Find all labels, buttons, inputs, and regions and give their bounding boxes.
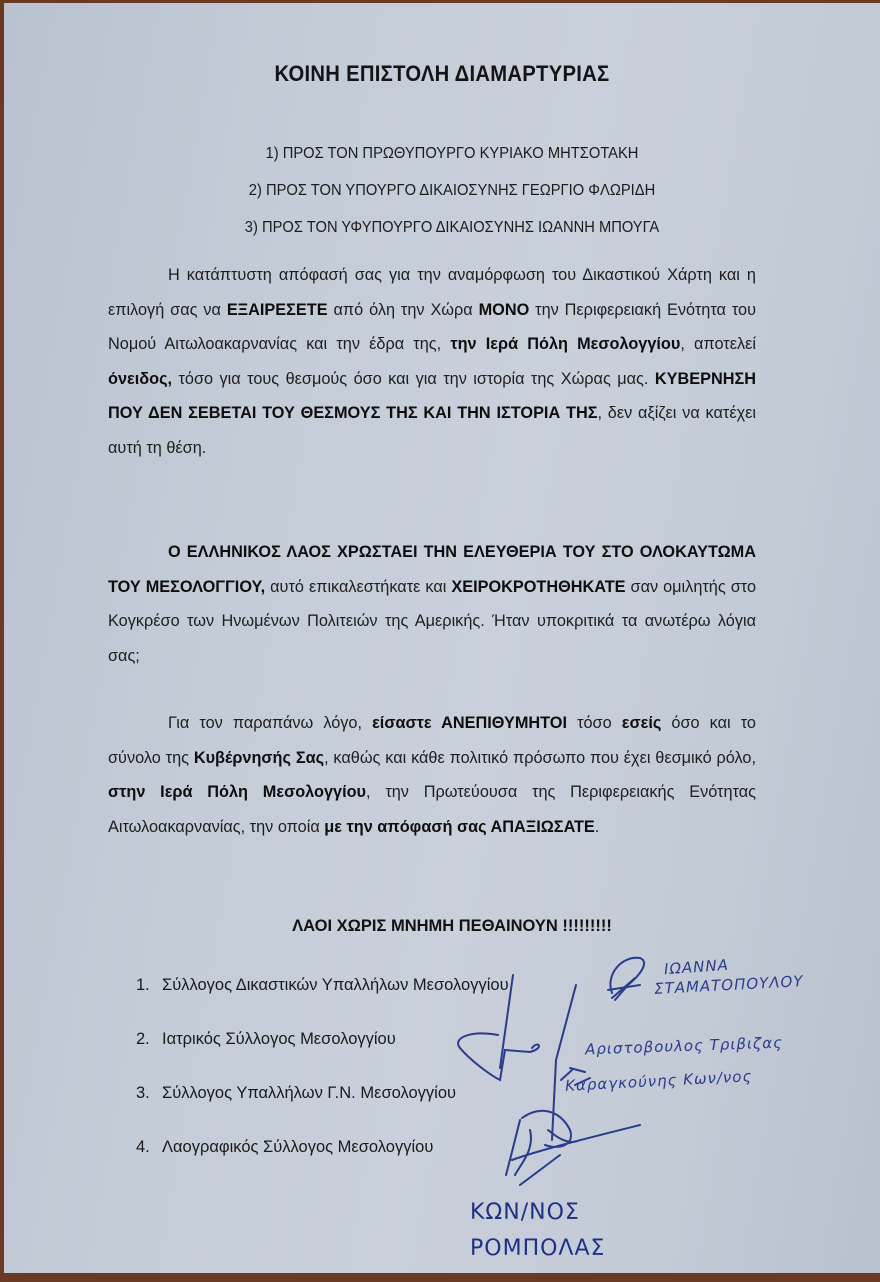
paragraph-1	[108, 258, 756, 465]
text-run: τόσο	[566, 714, 622, 732]
signatories-list	[136, 968, 509, 1184]
handwritten-name-1b: ΣΤΑΜΑΤΟΠΟΥΛΟΥ	[653, 972, 804, 998]
text-run: Για τον παραπάνω λόγο,	[168, 714, 373, 732]
signatory-name: Ιατρικός Σύλλογος Μεσολογγίου	[162, 1030, 396, 1048]
text-run: , καθώς και κάθε πολιτικό πρόσωπο που έχει θεσμικό ρόλο,	[324, 748, 756, 767]
signatory-name: Σύλλογος Δικαστικών Υπαλλήλων Μεσολογγίου	[162, 976, 509, 994]
signatory-1	[136, 968, 509, 1022]
signatory-name: Λαογραφικός Σύλλογος Μεσολογγίου	[162, 1138, 434, 1156]
bold-run: ΜΟΝΟ	[478, 300, 530, 319]
document-title: ΚΟΙΝΗ ΕΠΙΣΤΟΛΗ ΔΙΑΜΑΡΤΥΡΙΑΣ	[274, 61, 610, 86]
bold-run: με την απόφασή σας ΑΠΑΞΙΩΣΑΤΕ	[324, 817, 595, 836]
text-run: την Περιφερειακή Ενότητα του Νομού Αιτωλοακαρνανίας και την έδρα της,	[108, 300, 756, 353]
bold-run: την Ιερά Πόλη Μεσολογγίου	[450, 335, 681, 353]
text-run: , αποτελεί	[680, 335, 756, 353]
list-number: 4.	[136, 1138, 150, 1156]
recipient-3: 3) ΠΡΟΣ ΤΟΝ ΥΦΥΠΟΥΡΓΟ ΔΙΚΑΙΟΣΥΝΗΣ ΙΩΑΝΝΗ ΜΠΟΥΓΑ	[244, 219, 660, 236]
bold-run: ΚΥΒΕΡΝΗΣΗ ΠΟΥ ΔΕΝ ΣΕΒΕΤΑΙ ΤΟΥ ΘΕΣΜΟΥΣ ΤΗΣ ΚΑΙ ΤΗΝ ΙΣΤΟΡΙΑ ΤΗΣ	[108, 369, 756, 422]
text-run: σαν ομιλητής στο Κογκρέσο των Ηνωμένων Πολιτειών της Αμερικής. Ήταν υποκριτικά τα ανωτέρω λόγια σας;	[108, 577, 757, 665]
bold-run: όνειδος,	[108, 369, 173, 388]
list-number: 1.	[136, 976, 150, 994]
text-run: αυτό επικαλεστήκατε και	[265, 577, 452, 596]
handwritten-name-4a: ΚΩΝ/ΝΟΣ	[470, 1200, 580, 1225]
paragraph-2	[108, 535, 756, 673]
bold-run: είσαστε ΑΝΕΠΙΘΥΜΗΤΟΙ	[372, 714, 567, 732]
text-run: από όλη την Χώρα	[327, 300, 479, 319]
text-run: , την Πρωτεύουσα της Περιφερειακής Ενότητας Αιτωλοακαρνανίας, την οποία	[108, 783, 756, 836]
bold-run: Ο ΕΛΛΗΝΙΚΟΣ ΛΑΟΣ ΧΡΩΣΤΑΕΙ ΤΗΝ ΕΛΕΥΘΕΡΙΑ ΤΟΥ ΣΤΟ ΟΛΟΚΑΥΤΩΜΑ ΤΟΥ ΜΕΣΟΛΟΓΓΙΟΥ,	[108, 543, 756, 596]
list-number: 2.	[136, 1030, 150, 1048]
handwritten-name-3: Καραγκούνης Κων/νος	[564, 1067, 753, 1095]
signatory-4	[136, 1130, 509, 1184]
list-number: 3.	[136, 1084, 150, 1102]
handwritten-name-1a: ΙΩΑΝΝΑ	[663, 955, 730, 979]
slogan: ΛΑΟΙ ΧΩΡΙΣ ΜΝΗΜΗ ΠΕΘΑΙΝΟΥΝ !!!!!!!!!	[292, 917, 612, 935]
handwritten-name-4b: ΡΟΜΠΟΛΑΣ	[470, 1236, 606, 1261]
bold-run: ΧΕΙΡΟΚΡΟΤΗΘΗΚΑΤΕ	[451, 577, 626, 596]
paragraph-3	[108, 706, 756, 844]
recipient-2: 2) ΠΡΟΣ ΤΟΝ ΥΠΟΥΡΓΟ ΔΙΚΑΙΟΣΥΝΗΣ ΓΕΩΡΓΙΟ ΦΛΩΡΙΔΗ	[248, 182, 656, 199]
handwritten-name-2: Αριστοβουλος Τριβιζας	[584, 1033, 784, 1059]
text-run: , δεν αξίζει να κατέχει αυτή τη θέση.	[108, 404, 756, 457]
text-run: τόσο για τους θεσμούς όσο και για την ιστορία της Χώρας μας.	[172, 369, 655, 388]
text-run: .	[594, 817, 600, 836]
signatory-2	[136, 1022, 509, 1076]
recipient-1: 1) ΠΡΟΣ ΤΟΝ ΠΡΩΘΥΠΟΥΡΓΟ ΚΥΡΙΑΚΟ ΜΗΤΣΟΤΑΚΗ	[265, 145, 639, 162]
bold-run: ΕΞΑΙΡΕΣΕΤΕ	[226, 300, 328, 319]
bold-run: Κυβέρνησής Σας	[193, 748, 325, 767]
bold-run: εσείς	[621, 714, 662, 732]
text-run: Η κατάπτυστη απόφασή σας για την αναμόρφωση του Δικαστικού Χάρτη και η επιλογή σας να	[108, 266, 756, 319]
recipients-list	[4, 141, 880, 252]
signatory-name: Σύλλογος Υπαλλήλων Γ.Ν. Μεσολογγίου	[162, 1084, 457, 1102]
bold-run: στην Ιερά Πόλη Μεσολογγίου	[108, 783, 367, 801]
signatory-3	[136, 1076, 509, 1130]
text-run: όσο και το σύνολο της	[108, 714, 756, 767]
